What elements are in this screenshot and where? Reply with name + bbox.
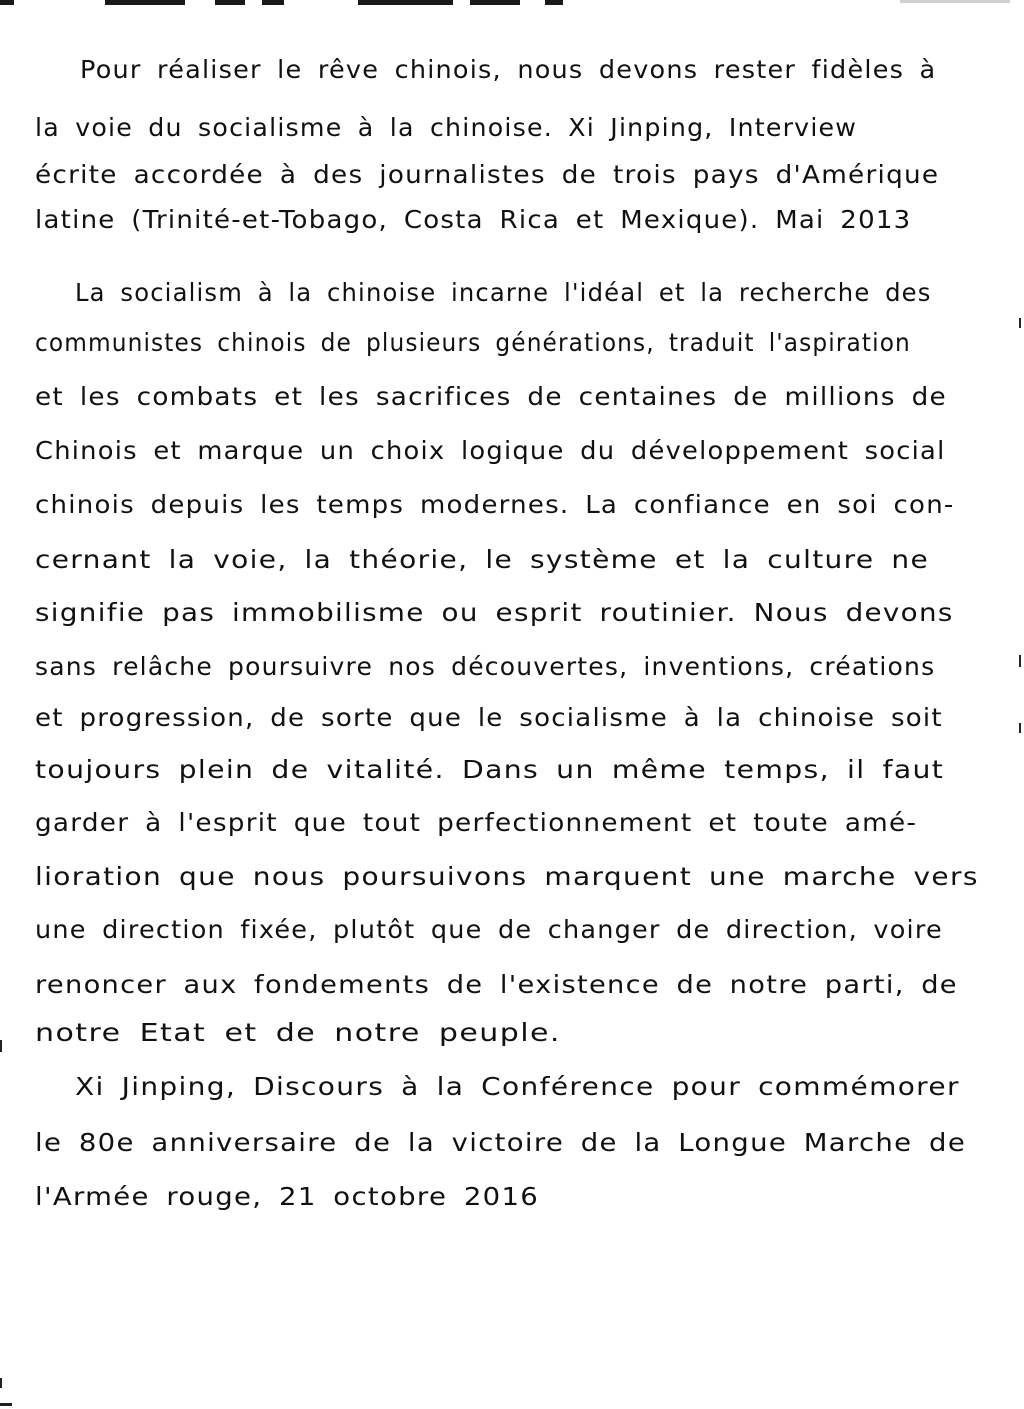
- text-line: l'Armée rouge, 21 octobre 2016: [35, 1182, 540, 1211]
- text-line: la voie du socialisme à la chinoise. Xi Jinping, Interview: [35, 113, 858, 142]
- text-line: et progression, de sorte que le socialisme à la chinoise soit: [35, 703, 943, 732]
- text-line: le 80e anniversaire de la victoire de la Longue Marche de: [35, 1128, 967, 1157]
- scan-edge-mark: [0, 1403, 12, 1406]
- text-line: latine (Trinité-et-Tobago, Costa Rica et Mexique). Mai 2013: [35, 205, 912, 234]
- text-line: écrite accordée à des journalistes de trois pays d'Amérique: [35, 160, 940, 189]
- text-line: notre Etat et de notre peuple.: [35, 1018, 561, 1047]
- text-line: une direction fixée, plutôt que de changer de direction, voire: [35, 915, 943, 944]
- text-line: garder à l'esprit que tout perfectionnement et toute amé-: [35, 808, 918, 837]
- text-line: sans relâche poursuivre nos découvertes, inventions, créations: [35, 652, 936, 681]
- text-line: communistes chinois de plusieurs générations, traduit l'aspiration: [35, 328, 911, 357]
- text-line: chinois depuis les temps modernes. La confiance en soi con-: [35, 490, 955, 519]
- scan-edge-mark: [1019, 318, 1021, 328]
- text-line: Chinois et marque un choix logique du développement social: [35, 436, 946, 465]
- cropped-previous-line: [0, 0, 1024, 6]
- text-line: lioration que nous poursuivons marquent une marche vers: [35, 862, 979, 891]
- scan-edge-mark: [0, 1040, 2, 1052]
- text-line: Pour réaliser le rêve chinois, nous devons rester fidèles à: [80, 55, 937, 84]
- text-line: toujours plein de vitalité. Dans un même temps, il faut: [35, 755, 945, 784]
- text-line: Xi Jinping, Discours à la Conférence pour commémorer: [75, 1072, 960, 1101]
- text-line: et les combats et les sacrifices de centaines de millions de: [35, 382, 947, 411]
- text-line: cernant la voie, la théorie, le système et la culture ne: [35, 545, 930, 574]
- text-line: La socialism à la chinoise incarne l'idéal et la recherche des: [75, 278, 932, 307]
- text-line: signifie pas immobilisme ou esprit routinier. Nous devons: [35, 598, 954, 627]
- scan-edge-mark: [1019, 655, 1021, 667]
- text-line: renoncer aux fondements de l'existence de notre parti, de: [35, 970, 958, 999]
- scan-edge-mark: [0, 1378, 2, 1388]
- scan-edge-mark: [1019, 723, 1021, 733]
